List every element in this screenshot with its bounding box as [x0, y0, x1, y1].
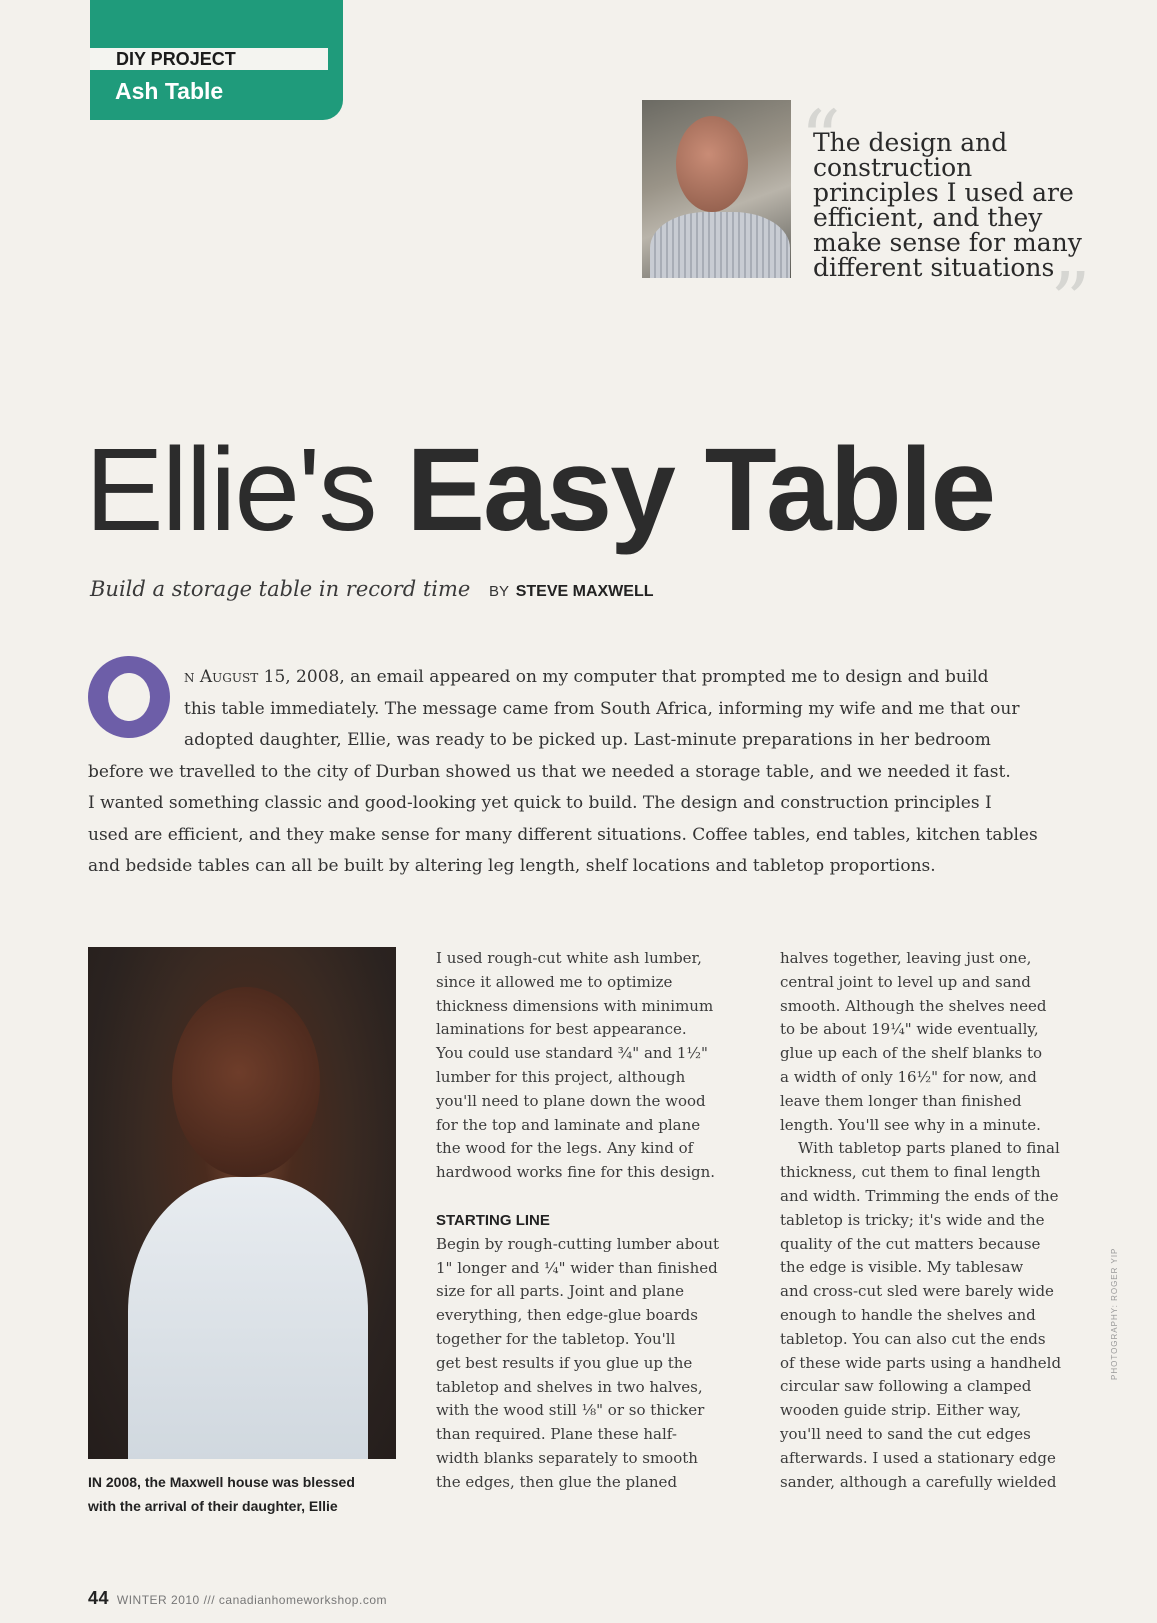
close-quote-icon: ” — [1050, 255, 1091, 348]
headline — [85, 425, 1145, 555]
body-line: quality of the cut matters because — [780, 1234, 1041, 1253]
intro-line: and bedside tables can all be built by altering leg length, shelf locations and tabletop proportions. — [88, 856, 936, 876]
body-line: enough to handle the shelves and — [780, 1305, 1036, 1324]
body-line: get best results if you glue up the — [436, 1353, 693, 1372]
body-line: smooth. Although the shelves need — [780, 996, 1047, 1015]
body-line: since it allowed me to optimize — [436, 972, 673, 991]
body-line: thickness, cut them to final length — [780, 1163, 1041, 1182]
intro-line — [88, 662, 1098, 694]
body-line: tabletop and shelves in two halves, — [436, 1377, 703, 1396]
intro-smallcaps: n August — [184, 667, 259, 687]
author-head — [676, 116, 748, 212]
body-line: width blanks separately to smooth — [436, 1448, 698, 1467]
body-line: hardwood works fine for this design. — [436, 1163, 716, 1182]
pull-quote-line: make sense for many — [813, 228, 1082, 257]
body-line: Begin by rough-cutting lumber about — [436, 1234, 720, 1253]
body-line: afterwards. I used a stationary edge — [780, 1448, 1056, 1467]
pull-quote-line: efficient, and they — [813, 203, 1043, 232]
body-line: circular saw following a clamped — [780, 1377, 1032, 1396]
photo-caption — [88, 1470, 398, 1518]
headline-light: Ellie's — [85, 424, 376, 556]
body-line: tabletop. You can also cut the ends — [780, 1329, 1046, 1348]
intro-line-text: 15, 2008, an email appeared on my computer that prompted me to design and build — [258, 667, 989, 687]
subhead-starting-line: STARTING LINE — [436, 1211, 550, 1229]
body-line: glue up each of the shelf blanks to — [780, 1044, 1043, 1063]
body-line: and width. Trimming the ends of the — [780, 1186, 1059, 1205]
body-line: I used rough-cut white ash lumber, — [436, 949, 702, 967]
intro-line: used are efficient, and they make sense for many different situations. Coffee tables, end tables, kitchen tables — [88, 824, 1038, 845]
body-line: central joint to level up and sand — [780, 972, 1031, 991]
body-line: With tabletop parts planed to final — [798, 1139, 1060, 1158]
body-line: the edges, then glue the planed — [436, 1472, 678, 1491]
author-shirt — [650, 212, 790, 278]
body-column-2 — [780, 947, 1100, 1494]
author-photo — [642, 100, 791, 278]
pull-quote-line: The design and — [813, 128, 1008, 157]
ellie-dress — [128, 1177, 368, 1459]
intro-line: I wanted something classic and good-looking yet quick to build. The design and construction principles I — [88, 793, 992, 813]
body-line: you'll need to sand the cut edges — [780, 1424, 1031, 1443]
pull-quote-line: construction — [813, 153, 973, 182]
body-line: halves together, leaving just one, — [780, 949, 1032, 967]
intro-line: adopted daughter, Ellie, was ready to be picked up. Last-minute preparations in her bedroom — [184, 730, 991, 750]
body-line: to be about 19¼" wide eventually, — [780, 1020, 1039, 1039]
deck-text: Build a storage table in record time — [90, 577, 471, 601]
body-column-1 — [436, 947, 754, 1495]
body-line: sander, although a carefully wielded — [780, 1472, 1057, 1491]
body-line: everything, then edge-glue boards — [436, 1306, 698, 1325]
caption-line: with the arrival of their daughter, Ellie — [88, 1498, 338, 1514]
body-line: laminations for best appearance. — [436, 1020, 687, 1039]
body-line: wooden guide strip. Either way, — [780, 1401, 1022, 1420]
page-footer — [88, 1588, 387, 1609]
section-label: Ash Table — [115, 78, 224, 104]
body-line: tabletop is tricky; it's wide and the — [780, 1210, 1045, 1229]
ellie-photo — [88, 947, 396, 1459]
body-line: a width of only 16½" for now, and — [780, 1067, 1037, 1086]
intro-paragraph — [88, 662, 1098, 883]
section-tab — [90, 0, 343, 120]
body-line: leave them longer than finished — [780, 1091, 1022, 1110]
body-line: size for all parts. Joint and plane — [436, 1282, 684, 1301]
body-line: thickness dimensions with minimum — [436, 996, 714, 1015]
pull-quote-line: different situations — [813, 253, 1055, 282]
caption-line: IN 2008, the Maxwell house was blessed — [88, 1474, 355, 1490]
body-line: together for the tabletop. You'll — [436, 1329, 676, 1348]
ellie-face — [172, 987, 320, 1177]
body-line: lumber for this project, although — [436, 1067, 686, 1086]
photo-credit: PHOTOGRAPHY: ROGER YIP — [1110, 1247, 1119, 1380]
issue-info: WINTER 2010 /// canadianhomeworkshop.com — [116, 1593, 387, 1607]
byline-author: STEVE MAXWELL — [515, 583, 654, 600]
body-line: for the top and laminate and plane — [436, 1115, 701, 1134]
body-line: with the wood still ⅛" or so thicker — [436, 1401, 705, 1420]
headline-bold: Easy Table — [406, 424, 995, 556]
body-line: length. You'll see why in a minute. — [780, 1115, 1041, 1134]
open-quote-icon: “ — [800, 93, 841, 186]
body-line: you'll need to plane down the wood — [436, 1091, 706, 1110]
body-line: 1" longer and ¼" wider than finished — [436, 1258, 718, 1277]
body-line: the wood for the legs. Any kind of — [436, 1139, 694, 1158]
intro-line: this table immediately. The message came from South Africa, informing my wife and me that our — [184, 698, 1020, 719]
deck — [90, 577, 654, 601]
body-line: You could use standard ¾" and 1½" — [436, 1044, 708, 1063]
pull-quote-line: principles I used are — [813, 178, 1074, 207]
body-line: the edge is visible. My tablesaw — [780, 1258, 1024, 1277]
body-line: of these wide parts using a handheld — [780, 1353, 1062, 1372]
body-line: and cross-cut sled were barely wide — [780, 1282, 1054, 1301]
body-line: than required. Plane these half- — [436, 1425, 677, 1444]
page-number: 44 — [88, 1588, 110, 1608]
byline-prefix: BY — [489, 583, 510, 600]
kicker-label: DIY PROJECT — [90, 48, 328, 70]
intro-line: before we travelled to the city of Durban showed us that we needed a storage table, and we needed it fast. — [88, 761, 1011, 782]
